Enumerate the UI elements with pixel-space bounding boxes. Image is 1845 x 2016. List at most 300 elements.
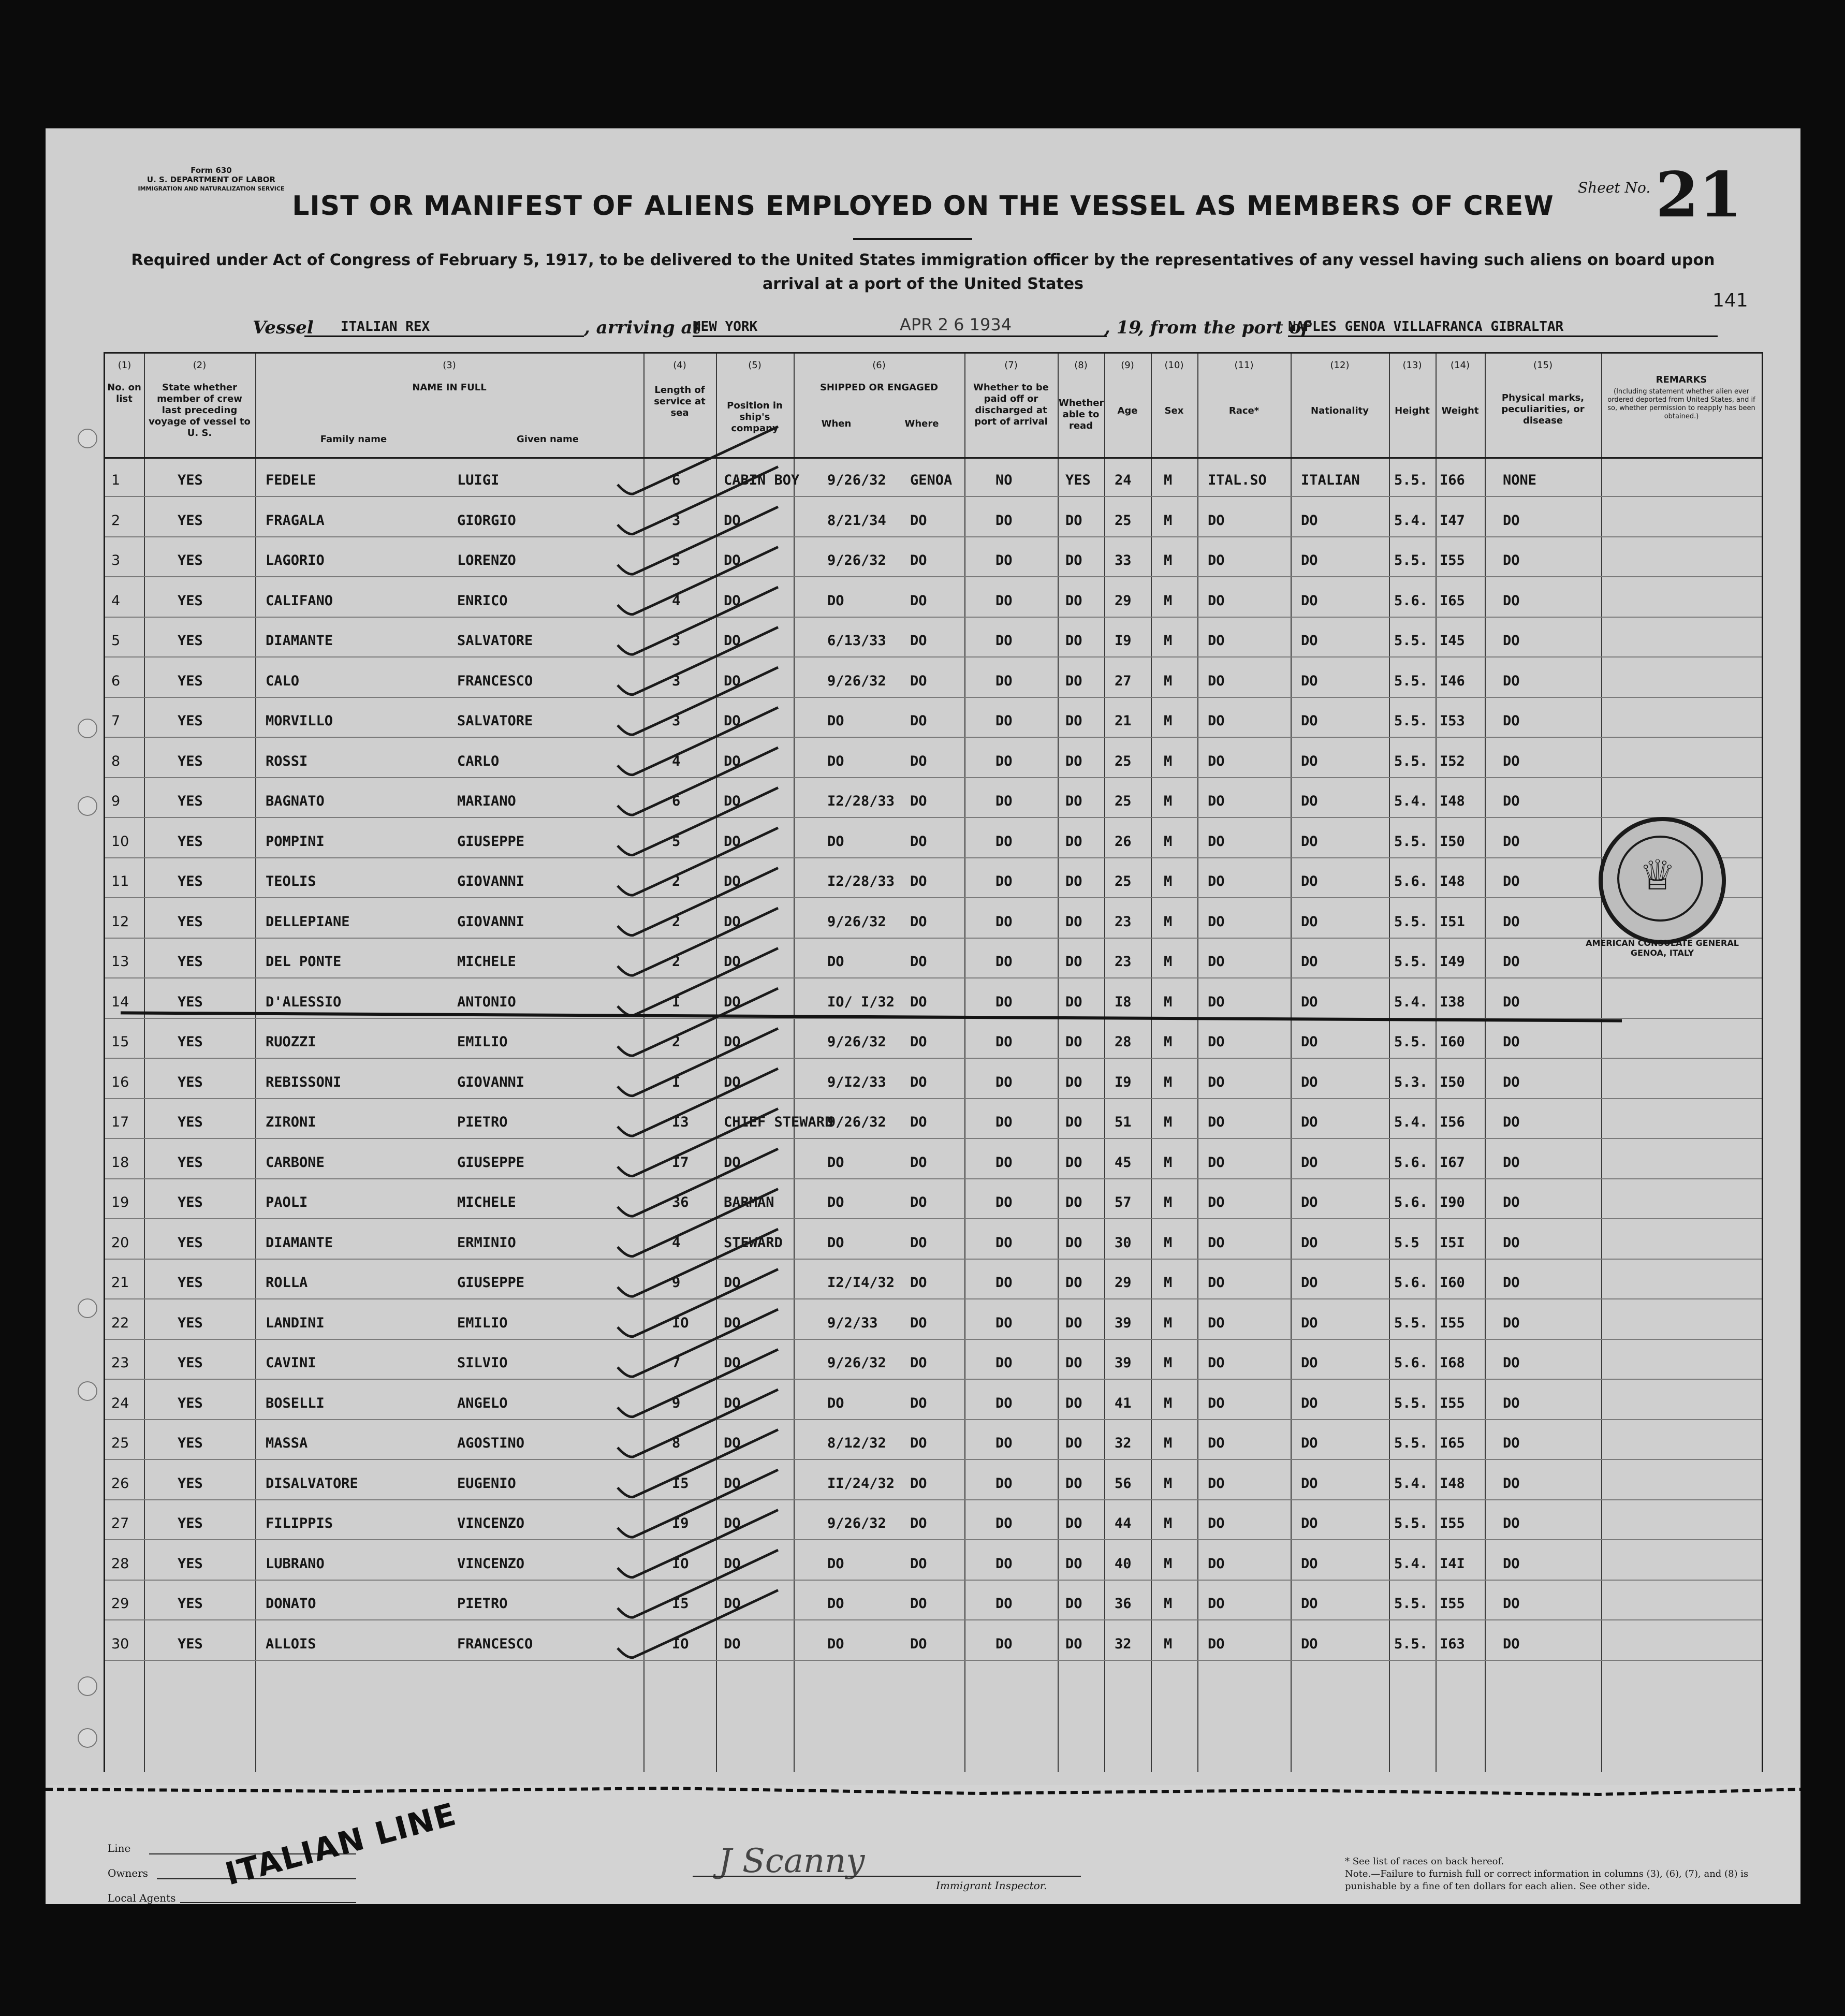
weight-cell: I55 — [1440, 1314, 1465, 1331]
physical-marks-cell: DO — [1503, 713, 1520, 729]
shipped-when-cell: DO — [827, 1234, 844, 1251]
weight-cell: I60 — [1440, 1275, 1465, 1291]
given-name-cell: MICHELE — [457, 954, 516, 970]
sex-cell: M — [1164, 1635, 1173, 1652]
family-name-cell: CALIFANO — [266, 592, 333, 609]
weight-cell: I50 — [1440, 833, 1465, 850]
paid-off-cell: DO — [995, 1515, 1013, 1531]
nationality-cell: DO — [1301, 552, 1318, 568]
shipped-when-cell: 9/26/32 — [827, 913, 886, 930]
age-cell: 29 — [1115, 592, 1132, 609]
paid-off-cell: DO — [995, 1275, 1013, 1291]
family-name-cell: DONATO — [266, 1596, 316, 1612]
prev-voyage-cell: YES — [178, 713, 203, 729]
physical-marks-cell: DO — [1503, 1355, 1520, 1371]
race-cell: DO — [1208, 592, 1225, 609]
able-read-cell: DO — [1065, 913, 1082, 930]
prev-voyage-cell: YES — [178, 1475, 203, 1492]
family-name-cell: ZIRONI — [266, 1114, 316, 1130]
height-cell: 5.5. — [1394, 1596, 1428, 1612]
header-prev-voyage: State whether member of crew last preceding voyage of vessel to U. S. — [149, 382, 251, 439]
position-cell: DO — [724, 1314, 741, 1331]
col-number: (15) — [1533, 360, 1553, 371]
shipped-when-cell: 8/21/34 — [827, 512, 886, 529]
row-number: 18 — [111, 1154, 129, 1171]
race-cell: DO — [1208, 1435, 1225, 1451]
shipped-where-cell: DO — [910, 1395, 927, 1411]
given-name-cell: GIORGIO — [457, 512, 516, 529]
header-age: Age — [1117, 405, 1138, 416]
able-read-cell: DO — [1065, 1635, 1082, 1652]
sex-cell: M — [1164, 873, 1173, 889]
row-number: 17 — [111, 1114, 129, 1130]
height-cell: 5.5. — [1394, 552, 1428, 568]
length-service-cell: IO — [672, 1555, 689, 1572]
family-name-cell: CARBONE — [266, 1154, 325, 1171]
given-name-cell: GIUSEPPE — [457, 1154, 525, 1171]
nationality-cell: DO — [1301, 1555, 1318, 1572]
age-cell: 57 — [1115, 1194, 1132, 1210]
physical-marks-cell: DO — [1503, 552, 1520, 568]
physical-marks-cell: DO — [1503, 1475, 1520, 1492]
length-service-cell: 4 — [672, 753, 681, 769]
position-cell: DO — [724, 713, 741, 729]
shipped-when-cell: DO — [827, 954, 844, 970]
header-when: When — [821, 418, 852, 429]
nationality-cell: DO — [1301, 833, 1318, 850]
row-number: 14 — [111, 994, 129, 1010]
able-read-cell: DO — [1065, 673, 1082, 689]
weight-cell: I4I — [1440, 1555, 1465, 1572]
weight-cell: I65 — [1440, 592, 1465, 609]
family-name-cell: ROLLA — [266, 1275, 308, 1291]
weight-cell: I55 — [1440, 552, 1465, 568]
able-read-cell: DO — [1065, 793, 1082, 809]
header-no-on-list: No. on list — [107, 382, 141, 404]
owners-label: Owners — [108, 1867, 149, 1879]
weight-cell: I90 — [1440, 1194, 1465, 1210]
sex-cell: M — [1164, 1515, 1173, 1531]
shipped-when-cell: 9/26/32 — [827, 1114, 886, 1130]
given-name-cell: EUGENIO — [457, 1475, 516, 1492]
row-number: 16 — [111, 1074, 129, 1090]
check-mark — [618, 587, 778, 654]
able-read-cell: DO — [1065, 1234, 1082, 1251]
shipped-when-cell: DO — [827, 592, 844, 609]
col-number: (1) — [118, 360, 131, 371]
position-cell: DO — [724, 1596, 741, 1612]
weight-cell: I56 — [1440, 1114, 1465, 1130]
prev-voyage-cell: YES — [178, 472, 203, 488]
able-read-cell: DO — [1065, 1435, 1082, 1451]
check-mark — [618, 1470, 778, 1537]
paid-off-cell: DO — [995, 1395, 1013, 1411]
nationality-cell: DO — [1301, 633, 1318, 649]
given-name-cell: GIUSEPPE — [457, 1275, 525, 1291]
nationality-cell: DO — [1301, 1475, 1318, 1492]
check-mark — [618, 1269, 778, 1337]
check-mark — [618, 1550, 778, 1617]
given-name-cell: MARIANO — [457, 793, 516, 809]
shipped-where-cell: DO — [910, 633, 927, 649]
row-number: 23 — [111, 1355, 129, 1371]
sex-cell: M — [1164, 1475, 1173, 1492]
weight-cell: I50 — [1440, 1074, 1465, 1090]
height-cell: 5.5. — [1394, 833, 1428, 850]
from-port: NAPLES GENOA VILLAFRANCA GIBRALTAR — [1288, 319, 1564, 334]
position-cell: DO — [724, 1515, 741, 1531]
height-cell: 5.5 — [1394, 1234, 1419, 1251]
col-number: (13) — [1402, 360, 1422, 371]
weight-cell: I45 — [1440, 633, 1465, 649]
family-name-cell: ROSSI — [266, 753, 308, 769]
weight-cell: I55 — [1440, 1515, 1465, 1531]
position-cell: DO — [724, 1154, 741, 1171]
sex-cell: M — [1164, 1234, 1173, 1251]
col-number: (11) — [1234, 360, 1254, 371]
given-name-cell: EMILIO — [457, 1314, 508, 1331]
row-number: 19 — [111, 1194, 129, 1210]
given-name-cell: AGOSTINO — [457, 1435, 525, 1451]
row-number: 15 — [111, 1034, 129, 1050]
family-name-cell: D'ALESSIO — [266, 994, 342, 1010]
age-cell: 25 — [1115, 793, 1132, 809]
given-name-cell: EMILIO — [457, 1034, 508, 1050]
sex-cell: M — [1164, 713, 1173, 729]
header-sex: Sex — [1164, 405, 1184, 416]
given-name-cell: LUIGI — [457, 472, 500, 488]
check-mark — [618, 788, 778, 855]
physical-marks-cell: DO — [1503, 833, 1520, 850]
shipped-when-cell: 8/12/32 — [827, 1435, 886, 1451]
physical-marks-cell: DO — [1503, 592, 1520, 609]
agents-label: Local Agents — [108, 1892, 176, 1904]
shipped-when-cell: I2/28/33 — [827, 873, 895, 889]
binder-hole — [78, 796, 97, 816]
sex-cell: M — [1164, 833, 1173, 850]
crew-table — [104, 352, 1763, 1772]
nationality-cell: DO — [1301, 1596, 1318, 1612]
length-service-cell: 3 — [672, 512, 681, 529]
nationality-cell: DO — [1301, 753, 1318, 769]
shipped-where-cell: DO — [910, 1114, 927, 1130]
age-cell: 26 — [1115, 833, 1132, 850]
italian-line-stamp: ITALIAN LINE — [222, 1796, 461, 1893]
row-number: 22 — [111, 1314, 129, 1331]
header-nationality: Nationality — [1311, 405, 1369, 416]
check-mark — [618, 627, 778, 695]
inspector-label: Immigrant Inspector. — [936, 1879, 1047, 1892]
age-cell: 25 — [1115, 873, 1132, 889]
able-read-cell: DO — [1065, 552, 1082, 568]
family-name-cell: DIAMANTE — [266, 633, 333, 649]
given-name-cell: ERMINIO — [457, 1234, 516, 1251]
shipped-where-cell: DO — [910, 913, 927, 930]
physical-marks-cell: DO — [1503, 673, 1520, 689]
race-cell: DO — [1208, 1395, 1225, 1411]
length-service-cell: 9 — [672, 1275, 681, 1291]
physical-marks-cell: DO — [1503, 913, 1520, 930]
paid-off-cell: DO — [995, 552, 1013, 568]
paid-off-cell: DO — [995, 512, 1013, 529]
shipped-when-cell: 9/26/32 — [827, 1034, 886, 1050]
inspector-underline — [693, 1876, 1081, 1877]
shipped-when-cell: 9/I2/33 — [827, 1074, 886, 1090]
physical-marks-cell: DO — [1503, 1555, 1520, 1572]
row-number: 26 — [111, 1475, 129, 1492]
shipped-when-cell: DO — [827, 753, 844, 769]
shipped-when-cell: II/24/32 — [827, 1475, 895, 1492]
row-number: 4 — [111, 592, 121, 609]
race-cell: DO — [1208, 633, 1225, 649]
check-mark — [618, 908, 778, 975]
paid-off-cell: DO — [995, 1114, 1013, 1130]
length-service-cell: I — [672, 994, 681, 1010]
race-cell: DO — [1208, 913, 1225, 930]
check-mark — [618, 748, 778, 815]
physical-marks-cell: DO — [1503, 1395, 1520, 1411]
paid-off-cell: DO — [995, 1555, 1013, 1572]
position-cell: DO — [724, 1395, 741, 1411]
shipped-when-cell: 9/26/32 — [827, 472, 886, 488]
weight-cell: I67 — [1440, 1154, 1465, 1171]
weight-cell: I63 — [1440, 1635, 1465, 1652]
header-remarks-note: (Including statement whether alien ever ordered deported from United States, and if so, whether permission to reapply has been obtained.) — [1607, 388, 1755, 420]
race-cell: DO — [1208, 1194, 1225, 1210]
age-cell: 21 — [1115, 713, 1132, 729]
family-name-cell: CAVINI — [266, 1355, 316, 1371]
sex-cell: M — [1164, 1555, 1173, 1572]
able-read-cell: DO — [1065, 1475, 1082, 1492]
col-number: (12) — [1330, 360, 1350, 371]
given-name-cell: GIOVANNI — [457, 913, 525, 930]
binder-hole — [78, 1728, 97, 1748]
sex-cell: M — [1164, 673, 1173, 689]
able-read-cell: DO — [1065, 1395, 1082, 1411]
sex-cell: M — [1164, 1314, 1173, 1331]
physical-marks-cell: DO — [1503, 1034, 1520, 1050]
length-service-cell: I — [672, 1074, 681, 1090]
physical-marks-cell: NONE — [1503, 472, 1537, 488]
header-physical-marks: Physical marks, peculiarities, or disease — [1501, 392, 1585, 426]
position-cell: DO — [724, 512, 741, 529]
paid-off-cell: DO — [995, 1475, 1013, 1492]
age-cell: 23 — [1115, 954, 1132, 970]
position-cell: DO — [724, 994, 741, 1010]
race-cell: ITAL.SO — [1208, 472, 1267, 488]
vessel-label: Vessel — [253, 317, 314, 338]
row-number: 2 — [111, 512, 121, 529]
header-where: Where — [904, 418, 939, 429]
given-name-cell: ENRICO — [457, 592, 508, 609]
height-cell: 5.4. — [1394, 1475, 1428, 1492]
position-cell: DO — [724, 793, 741, 809]
eagle-icon: ♕ — [1639, 851, 1676, 899]
length-service-cell: 4 — [672, 1234, 681, 1251]
race-cell: DO — [1208, 1034, 1225, 1050]
physical-marks-cell: DO — [1503, 633, 1520, 649]
age-cell: 39 — [1115, 1355, 1132, 1371]
shipped-where-cell: DO — [910, 1475, 927, 1492]
height-cell: 5.5. — [1394, 1635, 1428, 1652]
check-mark — [618, 547, 778, 615]
shipped-where-cell: DO — [910, 512, 927, 529]
position-cell: DO — [724, 1635, 741, 1652]
race-cell: DO — [1208, 1234, 1225, 1251]
length-service-cell: 8 — [672, 1435, 681, 1451]
binder-hole — [78, 1298, 97, 1318]
check-mark — [618, 708, 778, 775]
paid-off-cell: DO — [995, 1194, 1013, 1210]
race-cell: DO — [1208, 673, 1225, 689]
family-name-cell: RUOZZI — [266, 1034, 316, 1050]
prev-voyage-cell: YES — [178, 673, 203, 689]
given-name-cell: GIOVANNI — [457, 873, 525, 889]
age-cell: 51 — [1115, 1114, 1132, 1130]
given-name-cell: VINCENZO — [457, 1515, 525, 1531]
able-read-cell: DO — [1065, 1314, 1082, 1331]
given-name-cell: LORENZO — [457, 552, 516, 568]
length-service-cell: 9 — [672, 1395, 681, 1411]
height-cell: 5.6. — [1394, 1154, 1428, 1171]
sex-cell: M — [1164, 552, 1173, 568]
date-stamp: APR 2 6 1934 — [900, 315, 1012, 334]
shipped-where-cell: DO — [910, 1074, 927, 1090]
check-mark — [618, 868, 778, 936]
position-cell: DO — [724, 1475, 741, 1492]
shipped-where-cell: DO — [910, 1314, 927, 1331]
prev-voyage-cell: YES — [178, 1515, 203, 1531]
header-race: Race* — [1228, 405, 1260, 416]
nationality-cell: DO — [1301, 1395, 1318, 1411]
nationality-cell: DO — [1301, 1515, 1318, 1531]
physical-marks-cell: DO — [1503, 994, 1520, 1010]
shipped-when-cell: DO — [827, 1596, 844, 1612]
length-service-cell: I5 — [672, 1596, 689, 1612]
binder-hole — [78, 1676, 97, 1696]
vessel-name: ITALIAN REX — [341, 319, 430, 334]
height-cell: 5.5. — [1394, 633, 1428, 649]
paid-off-cell: DO — [995, 1154, 1013, 1171]
height-cell: 5.5. — [1394, 1515, 1428, 1531]
race-cell: DO — [1208, 1475, 1225, 1492]
weight-cell: I60 — [1440, 1034, 1465, 1050]
race-cell: DO — [1208, 512, 1225, 529]
check-mark — [618, 1430, 778, 1497]
col-number: (4) — [673, 360, 686, 371]
family-name-cell: MASSA — [266, 1435, 308, 1451]
position-cell: STEWARD — [724, 1234, 783, 1251]
check-mark — [618, 507, 778, 574]
nationality-cell: DO — [1301, 1635, 1318, 1652]
position-cell: DO — [724, 753, 741, 769]
inspector-signature: J Scanny — [719, 1842, 865, 1880]
title-divider — [853, 238, 972, 240]
able-read-cell: DO — [1065, 1355, 1082, 1371]
able-read-cell: DO — [1065, 994, 1082, 1010]
weight-cell: I5I — [1440, 1234, 1465, 1251]
given-name-cell: VINCENZO — [457, 1555, 525, 1572]
nationality-cell: DO — [1301, 1074, 1318, 1090]
race-note: * See list of races on back hereof. — [1345, 1856, 1504, 1867]
header-family-name: Family name — [320, 434, 387, 445]
length-service-cell: 7 — [672, 1355, 681, 1371]
age-cell: 36 — [1115, 1596, 1132, 1612]
shipped-where-cell: DO — [910, 673, 927, 689]
race-cell: DO — [1208, 833, 1225, 850]
length-service-cell: 4 — [672, 592, 681, 609]
binder-hole — [78, 429, 97, 448]
sex-cell: M — [1164, 1114, 1173, 1130]
header-able-read: Whether able to read — [1059, 398, 1104, 431]
race-cell: DO — [1208, 1314, 1225, 1331]
prev-voyage-cell: YES — [178, 1194, 203, 1210]
physical-marks-cell: DO — [1503, 873, 1520, 889]
able-read-cell: DO — [1065, 1194, 1082, 1210]
prev-voyage-cell: YES — [178, 833, 203, 850]
age-cell: 25 — [1115, 753, 1132, 769]
prev-voyage-cell: YES — [178, 1154, 203, 1171]
prev-voyage-cell: YES — [178, 793, 203, 809]
sex-cell: M — [1164, 1435, 1173, 1451]
length-service-cell: 2 — [672, 954, 681, 970]
arriving-port: NEW YORK — [693, 319, 758, 334]
header-remarks: REMARKS — [1656, 374, 1707, 385]
col-number: (8) — [1074, 360, 1088, 371]
prev-voyage-cell: YES — [178, 994, 203, 1010]
length-service-cell: 2 — [672, 873, 681, 889]
physical-marks-cell: DO — [1503, 1194, 1520, 1210]
family-name-cell: POMPINI — [266, 833, 325, 850]
weight-cell: I66 — [1440, 472, 1465, 488]
weight-cell: I68 — [1440, 1355, 1465, 1371]
prev-voyage-cell: YES — [178, 1395, 203, 1411]
age-cell: 32 — [1115, 1635, 1132, 1652]
binder-hole — [78, 719, 97, 738]
race-cell: DO — [1208, 1355, 1225, 1371]
shipped-where-cell: DO — [910, 753, 927, 769]
check-marks — [105, 354, 1762, 1772]
from-label: , from the port of — [1138, 317, 1309, 338]
shipped-when-cell: DO — [827, 713, 844, 729]
family-name-cell: ALLOIS — [266, 1635, 316, 1652]
prev-voyage-cell: YES — [178, 1555, 203, 1572]
check-mark — [618, 667, 778, 735]
sex-cell: M — [1164, 793, 1173, 809]
nationality-cell: DO — [1301, 1435, 1318, 1451]
weight-cell: I55 — [1440, 1596, 1465, 1612]
able-read-cell: DO — [1065, 1555, 1082, 1572]
check-mark — [618, 948, 778, 1016]
shipped-where-cell: DO — [910, 994, 927, 1010]
family-name-cell: MORVILLO — [266, 713, 333, 729]
height-cell: 5.5. — [1394, 954, 1428, 970]
shipped-when-cell: I2/28/33 — [827, 793, 895, 809]
length-service-cell: 36 — [672, 1194, 689, 1210]
check-mark — [618, 1109, 778, 1176]
paid-off-cell: DO — [995, 1596, 1013, 1612]
paid-off-cell: NO — [995, 472, 1013, 488]
height-cell: 5.5. — [1394, 1034, 1428, 1050]
col-number: (10) — [1164, 360, 1184, 371]
paid-off-cell: DO — [995, 1074, 1013, 1090]
shipped-when-cell: DO — [827, 1555, 844, 1572]
shipped-where-cell: DO — [910, 873, 927, 889]
height-cell: 5.5. — [1394, 753, 1428, 769]
col-number: (3) — [443, 360, 456, 371]
length-service-cell: I5 — [672, 1475, 689, 1492]
nationality-cell: DO — [1301, 1194, 1318, 1210]
